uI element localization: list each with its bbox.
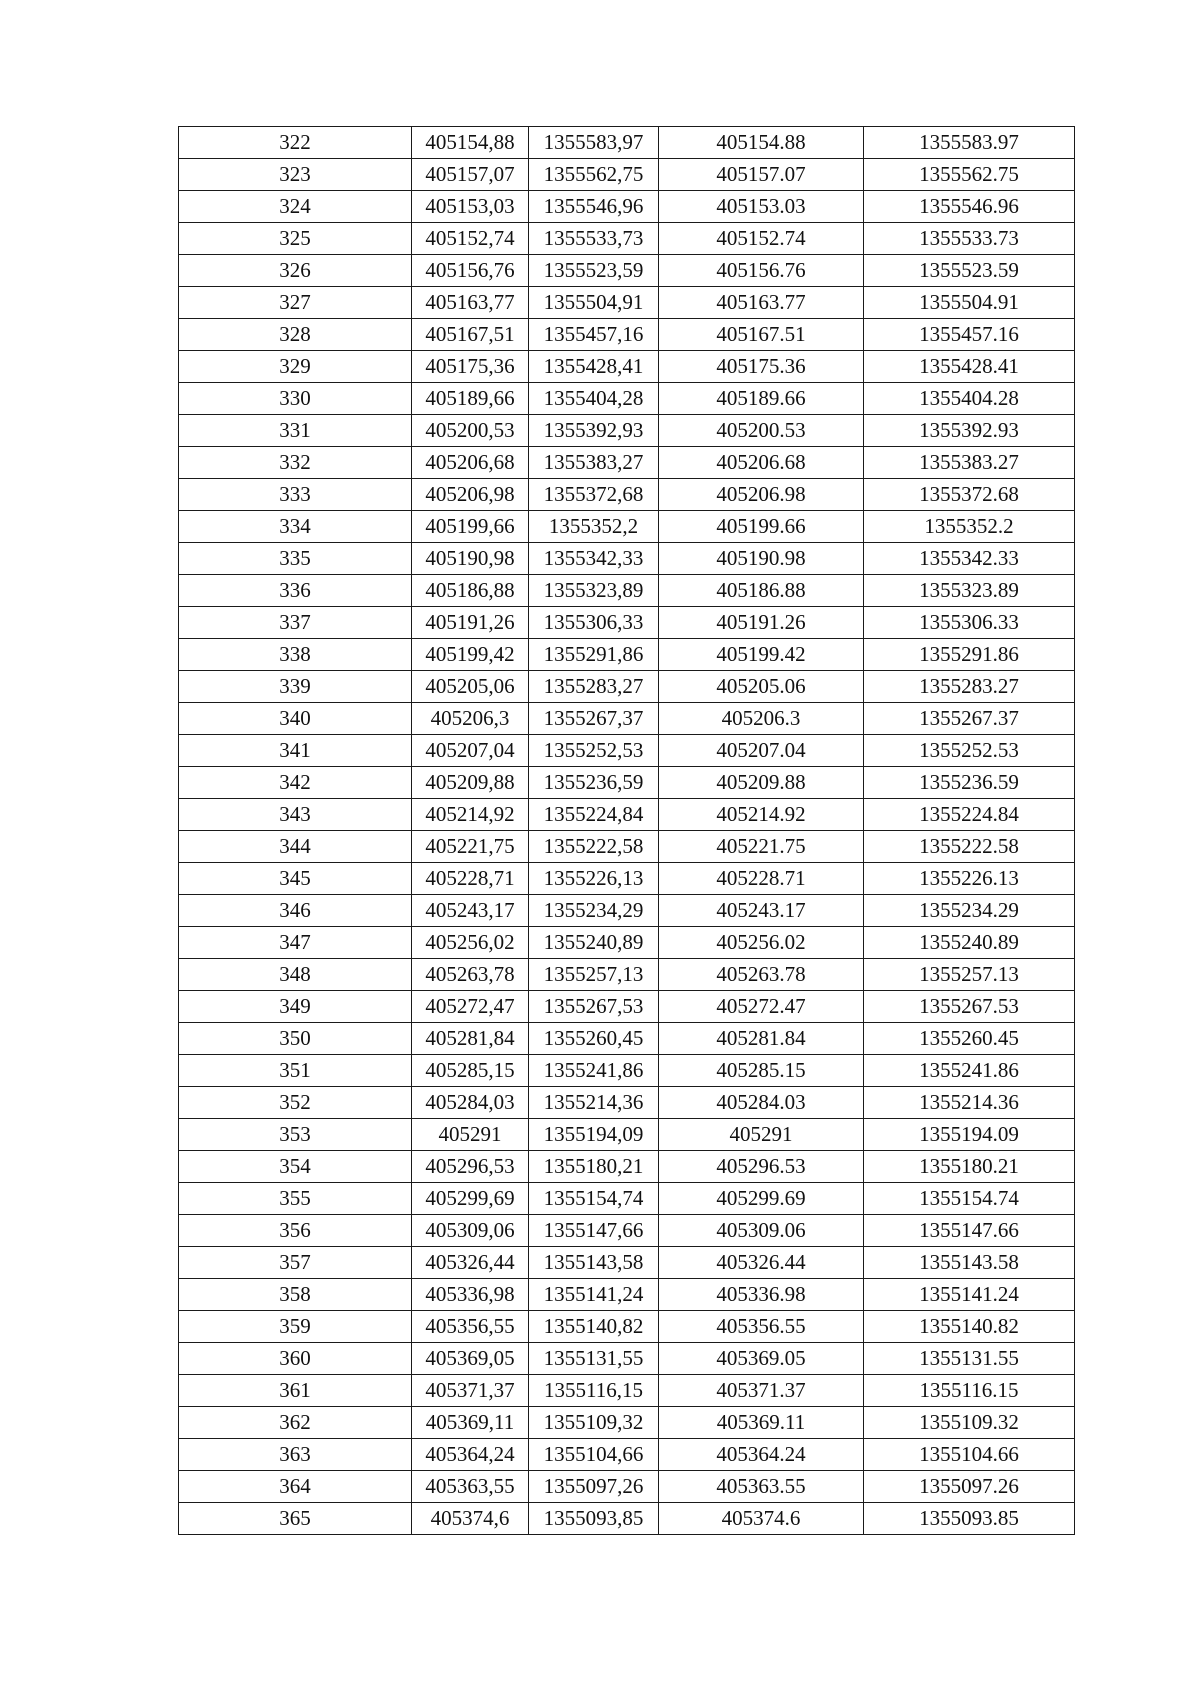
y-comma-cell: 1355428,41 xyxy=(529,351,659,383)
point-number-cell: 352 xyxy=(179,1087,412,1119)
x-dot-cell: 405371.37 xyxy=(659,1375,864,1407)
table-row xyxy=(179,1503,1075,1535)
x-comma-cell: 405153,03 xyxy=(412,191,529,223)
table-row xyxy=(179,959,1075,991)
table-row xyxy=(179,1119,1075,1151)
y-dot-cell: 1355291.86 xyxy=(864,639,1075,671)
table-row xyxy=(179,1247,1075,1279)
point-number-cell: 328 xyxy=(179,319,412,351)
x-comma-cell: 405369,11 xyxy=(412,1407,529,1439)
y-comma-cell: 1355504,91 xyxy=(529,287,659,319)
point-number-cell: 349 xyxy=(179,991,412,1023)
x-dot-cell: 405206.3 xyxy=(659,703,864,735)
y-dot-cell: 1355180.21 xyxy=(864,1151,1075,1183)
coordinates-table xyxy=(178,126,1075,1535)
table-row xyxy=(179,927,1075,959)
table-row xyxy=(179,895,1075,927)
y-comma-cell: 1355236,59 xyxy=(529,767,659,799)
y-dot-cell: 1355224.84 xyxy=(864,799,1075,831)
point-number-cell: 329 xyxy=(179,351,412,383)
y-dot-cell: 1355140.82 xyxy=(864,1311,1075,1343)
y-dot-cell: 1355097.26 xyxy=(864,1471,1075,1503)
x-comma-cell: 405205,06 xyxy=(412,671,529,703)
x-comma-cell: 405186,88 xyxy=(412,575,529,607)
y-dot-cell: 1355533.73 xyxy=(864,223,1075,255)
point-number-cell: 364 xyxy=(179,1471,412,1503)
x-comma-cell: 405263,78 xyxy=(412,959,529,991)
y-dot-cell: 1355131.55 xyxy=(864,1343,1075,1375)
table-row xyxy=(179,1407,1075,1439)
y-dot-cell: 1355260.45 xyxy=(864,1023,1075,1055)
x-dot-cell: 405209.88 xyxy=(659,767,864,799)
table-row xyxy=(179,223,1075,255)
y-comma-cell: 1355097,26 xyxy=(529,1471,659,1503)
y-comma-cell: 1355226,13 xyxy=(529,863,659,895)
x-dot-cell: 405256.02 xyxy=(659,927,864,959)
x-comma-cell: 405189,66 xyxy=(412,383,529,415)
x-dot-cell: 405199.42 xyxy=(659,639,864,671)
y-comma-cell: 1355546,96 xyxy=(529,191,659,223)
y-dot-cell: 1355562.75 xyxy=(864,159,1075,191)
table-row xyxy=(179,703,1075,735)
x-comma-cell: 405221,75 xyxy=(412,831,529,863)
y-dot-cell: 1355283.27 xyxy=(864,671,1075,703)
y-comma-cell: 1355457,16 xyxy=(529,319,659,351)
point-number-cell: 353 xyxy=(179,1119,412,1151)
point-number-cell: 326 xyxy=(179,255,412,287)
y-dot-cell: 1355523.59 xyxy=(864,255,1075,287)
y-comma-cell: 1355214,36 xyxy=(529,1087,659,1119)
y-comma-cell: 1355562,75 xyxy=(529,159,659,191)
point-number-cell: 348 xyxy=(179,959,412,991)
y-comma-cell: 1355533,73 xyxy=(529,223,659,255)
point-number-cell: 341 xyxy=(179,735,412,767)
point-number-cell: 327 xyxy=(179,287,412,319)
point-number-cell: 334 xyxy=(179,511,412,543)
table-row xyxy=(179,479,1075,511)
y-dot-cell: 1355428.41 xyxy=(864,351,1075,383)
y-comma-cell: 1355140,82 xyxy=(529,1311,659,1343)
x-comma-cell: 405243,17 xyxy=(412,895,529,927)
x-comma-cell: 405363,55 xyxy=(412,1471,529,1503)
point-number-cell: 347 xyxy=(179,927,412,959)
x-dot-cell: 405199.66 xyxy=(659,511,864,543)
point-number-cell: 344 xyxy=(179,831,412,863)
x-comma-cell: 405206,68 xyxy=(412,447,529,479)
y-comma-cell: 1355180,21 xyxy=(529,1151,659,1183)
point-number-cell: 325 xyxy=(179,223,412,255)
y-comma-cell: 1355260,45 xyxy=(529,1023,659,1055)
x-comma-cell: 405190,98 xyxy=(412,543,529,575)
x-comma-cell: 405272,47 xyxy=(412,991,529,1023)
y-comma-cell: 1355143,58 xyxy=(529,1247,659,1279)
x-dot-cell: 405296.53 xyxy=(659,1151,864,1183)
x-comma-cell: 405199,42 xyxy=(412,639,529,671)
x-comma-cell: 405371,37 xyxy=(412,1375,529,1407)
table-row xyxy=(179,511,1075,543)
x-dot-cell: 405214.92 xyxy=(659,799,864,831)
y-dot-cell: 1355342.33 xyxy=(864,543,1075,575)
x-dot-cell: 405336.98 xyxy=(659,1279,864,1311)
table-row xyxy=(179,1183,1075,1215)
y-dot-cell: 1355093.85 xyxy=(864,1503,1075,1535)
x-comma-cell: 405214,92 xyxy=(412,799,529,831)
y-dot-cell: 1355504.91 xyxy=(864,287,1075,319)
point-number-cell: 343 xyxy=(179,799,412,831)
table-row xyxy=(179,1215,1075,1247)
x-dot-cell: 405163.77 xyxy=(659,287,864,319)
x-comma-cell: 405200,53 xyxy=(412,415,529,447)
table-row xyxy=(179,287,1075,319)
y-comma-cell: 1355154,74 xyxy=(529,1183,659,1215)
y-comma-cell: 1355352,2 xyxy=(529,511,659,543)
y-dot-cell: 1355546.96 xyxy=(864,191,1075,223)
y-comma-cell: 1355109,32 xyxy=(529,1407,659,1439)
table-row xyxy=(179,159,1075,191)
table-row xyxy=(179,1151,1075,1183)
x-comma-cell: 405356,55 xyxy=(412,1311,529,1343)
table-row xyxy=(179,831,1075,863)
point-number-cell: 359 xyxy=(179,1311,412,1343)
x-dot-cell: 405284.03 xyxy=(659,1087,864,1119)
y-comma-cell: 1355342,33 xyxy=(529,543,659,575)
y-dot-cell: 1355392.93 xyxy=(864,415,1075,447)
y-dot-cell: 1355141.24 xyxy=(864,1279,1075,1311)
x-comma-cell: 405364,24 xyxy=(412,1439,529,1471)
x-comma-cell: 405157,07 xyxy=(412,159,529,191)
table-row xyxy=(179,415,1075,447)
x-dot-cell: 405272.47 xyxy=(659,991,864,1023)
y-comma-cell: 1355131,55 xyxy=(529,1343,659,1375)
x-dot-cell: 405190.98 xyxy=(659,543,864,575)
point-number-cell: 363 xyxy=(179,1439,412,1471)
y-comma-cell: 1355372,68 xyxy=(529,479,659,511)
x-dot-cell: 405228.71 xyxy=(659,863,864,895)
x-dot-cell: 405356.55 xyxy=(659,1311,864,1343)
x-comma-cell: 405285,15 xyxy=(412,1055,529,1087)
table-row xyxy=(179,1023,1075,1055)
x-comma-cell: 405299,69 xyxy=(412,1183,529,1215)
x-dot-cell: 405200.53 xyxy=(659,415,864,447)
point-number-cell: 323 xyxy=(179,159,412,191)
y-comma-cell: 1355252,53 xyxy=(529,735,659,767)
x-comma-cell: 405167,51 xyxy=(412,319,529,351)
y-dot-cell: 1355240.89 xyxy=(864,927,1075,959)
coordinates-table-body xyxy=(179,127,1075,1535)
y-dot-cell: 1355116.15 xyxy=(864,1375,1075,1407)
y-comma-cell: 1355222,58 xyxy=(529,831,659,863)
point-number-cell: 331 xyxy=(179,415,412,447)
x-dot-cell: 405186.88 xyxy=(659,575,864,607)
y-comma-cell: 1355257,13 xyxy=(529,959,659,991)
x-dot-cell: 405191.26 xyxy=(659,607,864,639)
y-dot-cell: 1355352.2 xyxy=(864,511,1075,543)
x-dot-cell: 405374.6 xyxy=(659,1503,864,1535)
x-dot-cell: 405156.76 xyxy=(659,255,864,287)
x-dot-cell: 405299.69 xyxy=(659,1183,864,1215)
point-number-cell: 362 xyxy=(179,1407,412,1439)
y-comma-cell: 1355116,15 xyxy=(529,1375,659,1407)
point-number-cell: 345 xyxy=(179,863,412,895)
x-comma-cell: 405291 xyxy=(412,1119,529,1151)
x-dot-cell: 405309.06 xyxy=(659,1215,864,1247)
point-number-cell: 358 xyxy=(179,1279,412,1311)
table-row xyxy=(179,543,1075,575)
table-row xyxy=(179,1375,1075,1407)
x-dot-cell: 405175.36 xyxy=(659,351,864,383)
x-dot-cell: 405154.88 xyxy=(659,127,864,159)
y-comma-cell: 1355283,27 xyxy=(529,671,659,703)
table-row xyxy=(179,255,1075,287)
x-comma-cell: 405256,02 xyxy=(412,927,529,959)
table-row xyxy=(179,575,1075,607)
x-comma-cell: 405206,98 xyxy=(412,479,529,511)
point-number-cell: 322 xyxy=(179,127,412,159)
y-dot-cell: 1355236.59 xyxy=(864,767,1075,799)
x-comma-cell: 405207,04 xyxy=(412,735,529,767)
x-comma-cell: 405309,06 xyxy=(412,1215,529,1247)
table-row xyxy=(179,671,1075,703)
table-row xyxy=(179,767,1075,799)
y-comma-cell: 1355194,09 xyxy=(529,1119,659,1151)
x-dot-cell: 405364.24 xyxy=(659,1439,864,1471)
table-row xyxy=(179,383,1075,415)
point-number-cell: 350 xyxy=(179,1023,412,1055)
y-comma-cell: 1355291,86 xyxy=(529,639,659,671)
y-dot-cell: 1355234.29 xyxy=(864,895,1075,927)
point-number-cell: 342 xyxy=(179,767,412,799)
y-dot-cell: 1355457.16 xyxy=(864,319,1075,351)
x-comma-cell: 405163,77 xyxy=(412,287,529,319)
y-dot-cell: 1355143.58 xyxy=(864,1247,1075,1279)
y-comma-cell: 1355104,66 xyxy=(529,1439,659,1471)
x-dot-cell: 405167.51 xyxy=(659,319,864,351)
table-row xyxy=(179,1439,1075,1471)
y-comma-cell: 1355224,84 xyxy=(529,799,659,831)
x-dot-cell: 405153.03 xyxy=(659,191,864,223)
x-dot-cell: 405205.06 xyxy=(659,671,864,703)
x-comma-cell: 405154,88 xyxy=(412,127,529,159)
y-dot-cell: 1355241.86 xyxy=(864,1055,1075,1087)
point-number-cell: 332 xyxy=(179,447,412,479)
x-comma-cell: 405326,44 xyxy=(412,1247,529,1279)
y-comma-cell: 1355093,85 xyxy=(529,1503,659,1535)
point-number-cell: 339 xyxy=(179,671,412,703)
y-comma-cell: 1355234,29 xyxy=(529,895,659,927)
x-dot-cell: 405291 xyxy=(659,1119,864,1151)
x-comma-cell: 405374,6 xyxy=(412,1503,529,1535)
x-comma-cell: 405175,36 xyxy=(412,351,529,383)
x-comma-cell: 405284,03 xyxy=(412,1087,529,1119)
x-dot-cell: 405207.04 xyxy=(659,735,864,767)
y-comma-cell: 1355240,89 xyxy=(529,927,659,959)
y-dot-cell: 1355583.97 xyxy=(864,127,1075,159)
y-dot-cell: 1355267.37 xyxy=(864,703,1075,735)
x-comma-cell: 405156,76 xyxy=(412,255,529,287)
x-dot-cell: 405263.78 xyxy=(659,959,864,991)
y-comma-cell: 1355523,59 xyxy=(529,255,659,287)
y-comma-cell: 1355392,93 xyxy=(529,415,659,447)
y-dot-cell: 1355154.74 xyxy=(864,1183,1075,1215)
x-dot-cell: 405285.15 xyxy=(659,1055,864,1087)
x-dot-cell: 405326.44 xyxy=(659,1247,864,1279)
table-row xyxy=(179,1087,1075,1119)
y-comma-cell: 1355141,24 xyxy=(529,1279,659,1311)
table-row xyxy=(179,991,1075,1023)
y-dot-cell: 1355404.28 xyxy=(864,383,1075,415)
point-number-cell: 337 xyxy=(179,607,412,639)
table-row xyxy=(179,447,1075,479)
table-row xyxy=(179,127,1075,159)
y-dot-cell: 1355323.89 xyxy=(864,575,1075,607)
point-number-cell: 355 xyxy=(179,1183,412,1215)
x-dot-cell: 405206.68 xyxy=(659,447,864,479)
y-comma-cell: 1355147,66 xyxy=(529,1215,659,1247)
y-comma-cell: 1355267,37 xyxy=(529,703,659,735)
x-dot-cell: 405189.66 xyxy=(659,383,864,415)
y-dot-cell: 1355383.27 xyxy=(864,447,1075,479)
x-comma-cell: 405191,26 xyxy=(412,607,529,639)
table-row xyxy=(179,735,1075,767)
x-comma-cell: 405281,84 xyxy=(412,1023,529,1055)
y-dot-cell: 1355372.68 xyxy=(864,479,1075,511)
point-number-cell: 340 xyxy=(179,703,412,735)
y-dot-cell: 1355214.36 xyxy=(864,1087,1075,1119)
x-dot-cell: 405157.07 xyxy=(659,159,864,191)
x-dot-cell: 405221.75 xyxy=(659,831,864,863)
table-row xyxy=(179,639,1075,671)
y-comma-cell: 1355306,33 xyxy=(529,607,659,639)
x-comma-cell: 405296,53 xyxy=(412,1151,529,1183)
x-dot-cell: 405281.84 xyxy=(659,1023,864,1055)
table-row xyxy=(179,799,1075,831)
y-dot-cell: 1355147.66 xyxy=(864,1215,1075,1247)
x-dot-cell: 405243.17 xyxy=(659,895,864,927)
x-dot-cell: 405152.74 xyxy=(659,223,864,255)
y-dot-cell: 1355306.33 xyxy=(864,607,1075,639)
x-dot-cell: 405206.98 xyxy=(659,479,864,511)
point-number-cell: 346 xyxy=(179,895,412,927)
point-number-cell: 338 xyxy=(179,639,412,671)
point-number-cell: 354 xyxy=(179,1151,412,1183)
point-number-cell: 360 xyxy=(179,1343,412,1375)
point-number-cell: 333 xyxy=(179,479,412,511)
table-row xyxy=(179,1311,1075,1343)
x-comma-cell: 405369,05 xyxy=(412,1343,529,1375)
y-comma-cell: 1355267,53 xyxy=(529,991,659,1023)
x-dot-cell: 405369.11 xyxy=(659,1407,864,1439)
x-comma-cell: 405336,98 xyxy=(412,1279,529,1311)
table-row xyxy=(179,1343,1075,1375)
point-number-cell: 351 xyxy=(179,1055,412,1087)
table-row xyxy=(179,1471,1075,1503)
y-comma-cell: 1355383,27 xyxy=(529,447,659,479)
y-comma-cell: 1355323,89 xyxy=(529,575,659,607)
point-number-cell: 330 xyxy=(179,383,412,415)
y-comma-cell: 1355583,97 xyxy=(529,127,659,159)
y-dot-cell: 1355109.32 xyxy=(864,1407,1075,1439)
y-dot-cell: 1355252.53 xyxy=(864,735,1075,767)
point-number-cell: 356 xyxy=(179,1215,412,1247)
table-row xyxy=(179,863,1075,895)
table-row xyxy=(179,191,1075,223)
y-comma-cell: 1355404,28 xyxy=(529,383,659,415)
table-row xyxy=(179,607,1075,639)
x-dot-cell: 405363.55 xyxy=(659,1471,864,1503)
x-comma-cell: 405152,74 xyxy=(412,223,529,255)
table-row xyxy=(179,1055,1075,1087)
x-comma-cell: 405228,71 xyxy=(412,863,529,895)
y-dot-cell: 1355104.66 xyxy=(864,1439,1075,1471)
x-comma-cell: 405206,3 xyxy=(412,703,529,735)
y-comma-cell: 1355241,86 xyxy=(529,1055,659,1087)
y-dot-cell: 1355226.13 xyxy=(864,863,1075,895)
point-number-cell: 336 xyxy=(179,575,412,607)
y-dot-cell: 1355194.09 xyxy=(864,1119,1075,1151)
point-number-cell: 335 xyxy=(179,543,412,575)
y-dot-cell: 1355222.58 xyxy=(864,831,1075,863)
point-number-cell: 361 xyxy=(179,1375,412,1407)
x-comma-cell: 405199,66 xyxy=(412,511,529,543)
point-number-cell: 357 xyxy=(179,1247,412,1279)
x-comma-cell: 405209,88 xyxy=(412,767,529,799)
point-number-cell: 365 xyxy=(179,1503,412,1535)
table-row xyxy=(179,319,1075,351)
table-row xyxy=(179,1279,1075,1311)
point-number-cell: 324 xyxy=(179,191,412,223)
y-dot-cell: 1355267.53 xyxy=(864,991,1075,1023)
y-dot-cell: 1355257.13 xyxy=(864,959,1075,991)
table-row xyxy=(179,351,1075,383)
x-dot-cell: 405369.05 xyxy=(659,1343,864,1375)
